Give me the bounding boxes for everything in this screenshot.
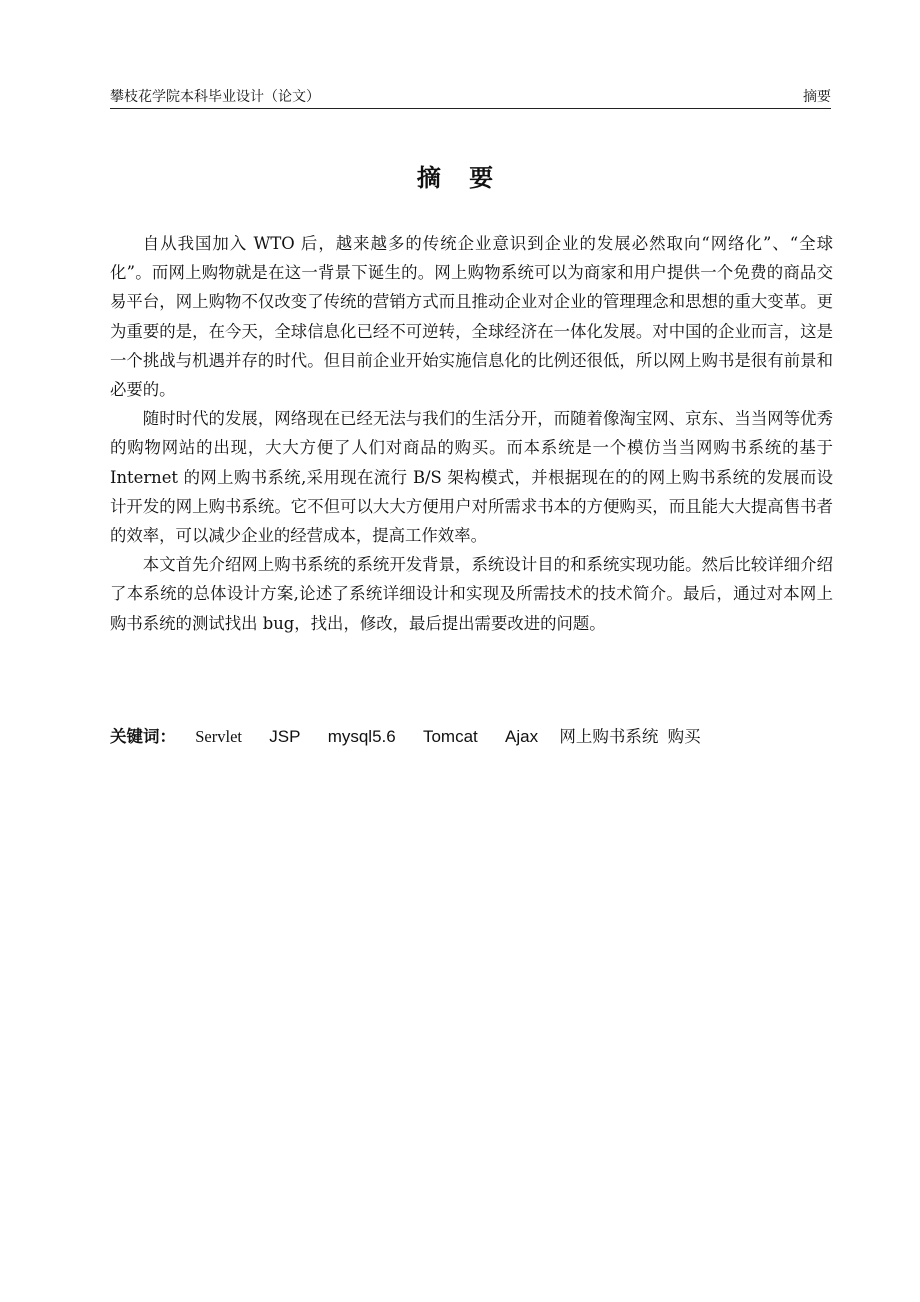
abstract-paragraph-1: 自从我国加入 WTO 后，越来越多的传统企业意识到企业的发展必然取向“网络化”、“全球化”。而网上购物就是在这一背景下诞生的。网上购物系统可以为商家和用户提供一个免费的商品交易平台，网上购物不仅改变了传统的营销方式而且推动企业对企业的管理理念和思想的重大变革。更为重要的是，在今天，全球信息化已经不可逆转，全球经济在一体化发展。对中国的企业而言，这是一个挑战与机遇并存的时代。但目前企业开始实施信息化的比例还很低，所以网上购书是很有前景和必要的。 [110,234,833,400]
keyword-ajax: Ajax [505,727,539,746]
keywords-label: 关键词： [110,727,176,746]
abstract-paragraph-2: 随时时代的发展，网络现在已经无法与我们的生活分开，而随着像淘宝网、京东、当当网等优秀的购物网站的出现，大大方便了人们对商品的购买。而本系统是一个模仿当当网购书系统的基于 Internet 的网上购书系统,采用现在流行 B/S 架构模式，并根据现在的的网上购书系统的发展而设计开发的网上购书系统。它不但可以大大方便用户对所需求书本的方便购买，而且能大大提高售书者的效率，可以减少企业的经营成本，提高工作效率。 [110,409,833,546]
keyword-online-bookstore: 网上购书系统 [559,727,659,746]
abstract-title: 摘 要 [416,164,504,192]
keyword-purchase: 购买 [667,727,701,746]
keywords-line [110,725,833,749]
keyword-jsp: JSP [269,727,301,746]
keyword-servlet: Servlet [195,727,242,746]
keyword-mysql: mysql5.6 [327,727,396,746]
page-header [110,88,831,109]
abstract-paragraph-3: 本文首先介绍网上购书系统的系统开发背景，系统设计目的和系统实现功能。然后比较详细介绍了本系统的总体设计方案,论述了系统详细设计和实现及所需技术的技术简介。最后，通过对本网上购书系统的测试找出 bug，找出，修改，最后提出需要改进的问题。 [110,555,833,633]
header-school-title: 攀枝花学院本科毕业设计（论文） [110,89,320,105]
abstract-body [110,229,833,638]
keyword-tomcat: Tomcat [422,727,478,746]
header-section-name: 摘要 [803,89,831,105]
